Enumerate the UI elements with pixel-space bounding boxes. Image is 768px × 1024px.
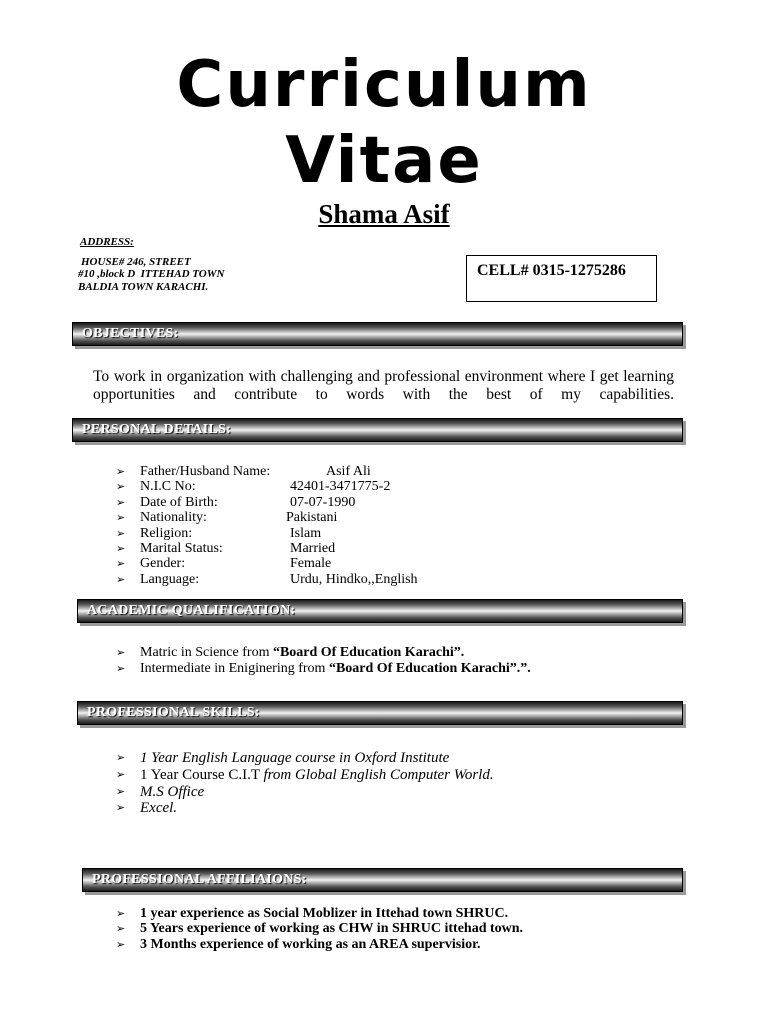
list-item [116, 750, 494, 767]
arrow-bullet-icon: ➢ [116, 480, 126, 494]
personal-details-list [116, 464, 418, 587]
detail-value: Married [290, 541, 336, 557]
arrow-bullet-icon: ➢ [116, 542, 126, 556]
detail-label: Language: [140, 571, 200, 587]
arrow-bullet-icon: ➢ [116, 526, 126, 540]
section-title-academic: ACADEMIC QUALIFICATION: [87, 603, 296, 618]
section-header-personal-details [72, 418, 683, 442]
arrow-bullet-icon: ➢ [116, 922, 126, 936]
skill-text: Excel. [140, 800, 178, 817]
arrow-bullet-icon: ➢ [116, 907, 126, 920]
detail-value: Asif Ali [326, 464, 371, 479]
address-line-3: BALDIA TOWN KARACHI. [78, 281, 209, 293]
title-line-2: Vitae [285, 124, 483, 198]
detail-value: Islam [290, 525, 322, 541]
candidate-name: Shama Asif [318, 199, 450, 229]
academic-board: “Board Of Education Karachi”. [272, 645, 465, 660]
detail-label: N.I.C No: [140, 479, 196, 495]
detail-label: Father/Husband Name: [140, 464, 271, 479]
address-line-2: #10 ,block D ITTEHAD TOWN [78, 268, 225, 280]
arrow-bullet-icon: ➢ [116, 784, 126, 798]
academic-board: “Board Of Education Karachi”.”. [328, 660, 531, 676]
list-item [116, 906, 523, 921]
list-item [116, 556, 332, 572]
list-item [116, 661, 531, 677]
arrow-bullet-icon: ➢ [116, 572, 126, 586]
arrow-bullet-icon: ➢ [116, 801, 126, 815]
list-item [116, 645, 531, 661]
detail-label: Religion: [140, 525, 193, 541]
arrow-bullet-icon: ➢ [116, 465, 126, 478]
list-item [116, 784, 494, 801]
detail-value: 07-07-1990 [290, 494, 356, 510]
list-item [116, 494, 356, 510]
section-title-skills: PROFESSIONAL SKILLS: [87, 705, 260, 720]
arrow-bullet-icon: ➢ [116, 767, 126, 781]
cell-number-box [466, 255, 657, 302]
skills-list [116, 750, 494, 817]
list-item [116, 541, 336, 557]
list-item [116, 937, 523, 952]
detail-label: Nationality: [140, 510, 207, 526]
arrow-bullet-icon: ➢ [116, 751, 126, 764]
arrow-bullet-icon: ➢ [116, 661, 126, 675]
objective-text: To work in organization with challenging and professional environment where I get learning opportunities and contribute to words with the best of my capabilities. [93, 368, 674, 403]
academic-list [116, 645, 531, 676]
detail-label: Marital Status: [140, 541, 223, 557]
arrow-bullet-icon: ➢ [116, 557, 126, 571]
skill-text-italic: from Global English Computer World. [263, 766, 494, 783]
section-header-objectives [72, 322, 683, 346]
list-item [116, 510, 338, 526]
skill-text: 1 Year English Language course in Oxford Institute [140, 750, 450, 766]
list-item [116, 464, 371, 479]
section-title-objectives: OBJECTIVES: [82, 326, 179, 341]
cell-number: CELL# 0315-1275286 [477, 262, 626, 279]
affiliation-text: 1 year experience as Social Moblizer in Ittehad town SHRUC. [140, 906, 509, 921]
section-header-skills [77, 701, 683, 725]
skill-text: 1 Year Course C.I.T [140, 766, 264, 783]
list-item [116, 525, 322, 541]
affiliations-list [116, 906, 523, 952]
affiliation-text: 5 Years experience of working as CHW in SHRUC ittehad town. [140, 921, 524, 937]
arrow-bullet-icon: ➢ [116, 937, 126, 951]
section-title-personal-details: PERSONAL DETAILS: [82, 422, 232, 437]
section-header-affiliations [82, 868, 683, 892]
list-item [116, 767, 494, 784]
detail-label: Date of Birth: [140, 494, 218, 510]
detail-value: Female [290, 556, 332, 572]
list-item [116, 571, 418, 587]
detail-value: 42401-3471775-2 [290, 479, 391, 495]
list-item [116, 800, 494, 817]
detail-value: Urdu, Hindko,,English [290, 571, 418, 587]
arrow-bullet-icon: ➢ [116, 495, 126, 509]
list-item [116, 921, 523, 936]
section-title-affiliations: PROFESSIONAL AFFILIAIONS: [92, 872, 307, 887]
detail-label: Gender: [140, 556, 186, 572]
affiliation-text: 3 Months experience of working as an AREA supervisior. [140, 936, 481, 952]
list-item [116, 479, 391, 495]
academic-text: Matric in Science from [140, 645, 273, 660]
arrow-bullet-icon: ➢ [116, 511, 126, 525]
academic-text: Intermediate in Eniginering from [140, 660, 329, 676]
section-header-academic [77, 599, 683, 623]
address-label: ADDRESS: [80, 236, 134, 248]
address-line-1: HOUSE# 246, STREET [81, 256, 191, 268]
detail-value: Pakistani [286, 510, 338, 526]
title-line-1: Curriculum [176, 48, 592, 122]
arrow-bullet-icon: ➢ [116, 646, 126, 659]
skill-text: M.S Office [140, 783, 205, 800]
